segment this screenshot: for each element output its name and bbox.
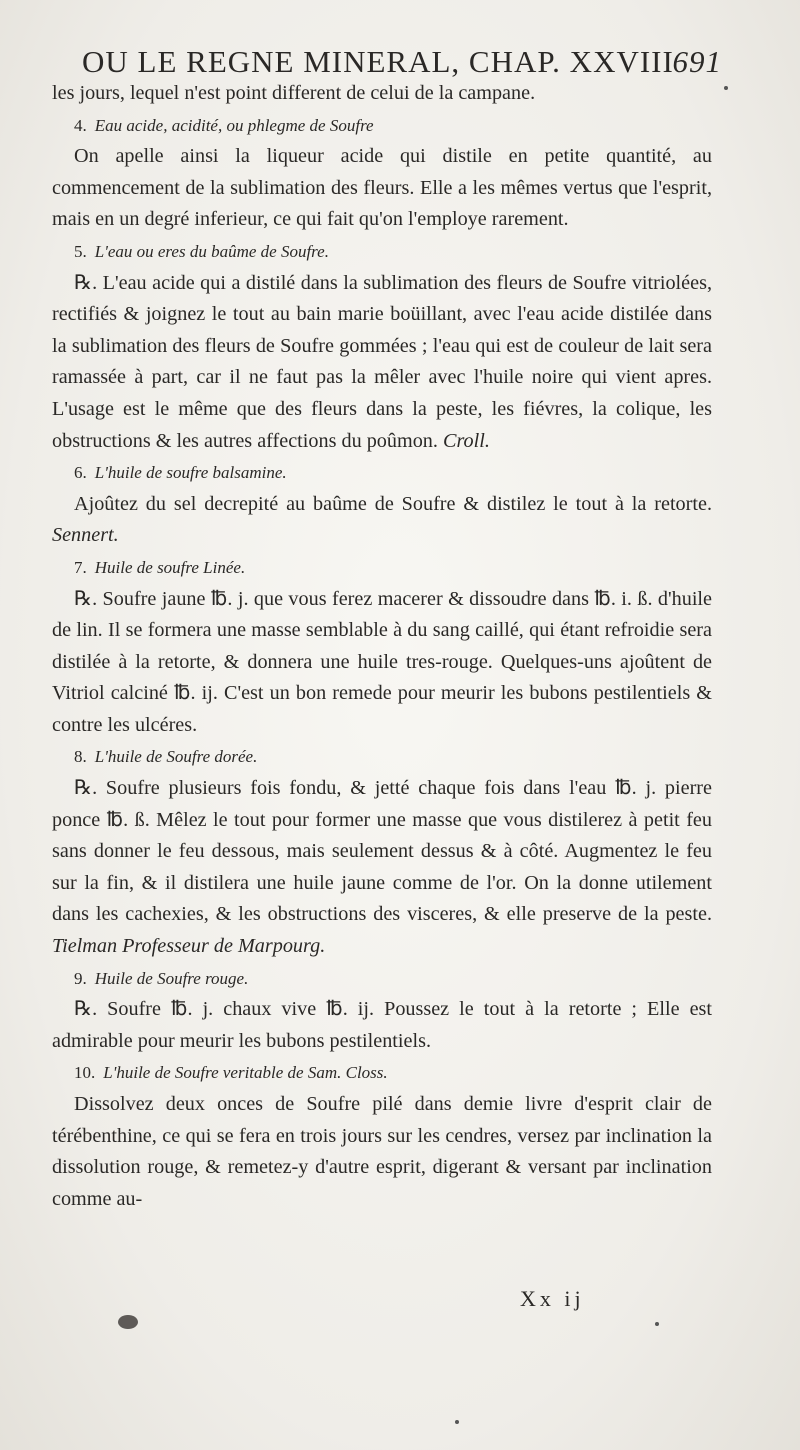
recipe-number: 4. [74, 115, 87, 135]
body-paragraph [52, 489, 712, 552]
paragraph-text: les jours, lequel n'est point different de celui de la campane. [52, 82, 536, 104]
body-text [52, 78, 712, 1215]
paragraph-text: Dissolvez deux onces de Soufre pilé dans demie livre d'esprit clair de térébenthine, ce qui se fera en trois jours sur les cendres, versez par inclination la dissolution rouge, & remetez-y d'autre esprit, digerant & versant par inclination comme au- [52, 1093, 712, 1210]
recipe-heading [52, 110, 712, 142]
running-header [82, 44, 722, 80]
ink-smudge [118, 1315, 138, 1329]
recipe-heading [52, 963, 712, 995]
speck [655, 1322, 659, 1326]
recipe-heading [52, 236, 712, 268]
paragraph-text: ℞. L'eau acide qui a distilé dans la sublimation des fleurs de Soufre vitriolées, rectifiés & joignez le tout au bain marie boüillant, avec l'eau acide distilée dans la sublimation des fleurs de Soufre gommées ; l'eau qui est de couleur de lait sera ramassée à part, car il ne faut pas la mêler avec l'huile noire qui vient apres. L'usage est le même que des fleurs dans la peste, les fiévres, la colique, les obstructions & les autres affections du poûmon. [52, 271, 712, 452]
body-paragraph [52, 994, 712, 1057]
paragraph-text: ℞. Soufre plusieurs fois fondu, & jetté chaque fois dans l'eau ℔. j. pierre ponce ℔. ß. Mêlez le tout pour former une masse que vous distilerez à petit feu sans donner le feu dessous, mais seulement dessus & à côté. Augmentez le feu sur la fin, & il distilera une huile jaune comme de l'or. On la donne utilement dans les cachexies, & les obstructions des visceres, & elle preserve de la peste. [52, 777, 712, 926]
body-paragraph [52, 141, 712, 236]
recipe-title: Eau acide, acidité, ou phlegme de Soufre [94, 115, 374, 135]
body-paragraph [52, 78, 712, 110]
recipe-title: L'huile de Soufre veritable de Sam. Closs. [103, 1063, 388, 1083]
author-citation: Sennert. [52, 524, 119, 547]
author-citation: Croll. [442, 429, 490, 452]
body-paragraph [52, 1089, 712, 1215]
speck [724, 86, 728, 90]
paragraph-text: On apelle ainsi la liqueur acide qui distile en petite quantité, au commencement de la sublimation des fleurs. Elle a les mêmes vertus que l'esprit, mais en un degré inferieur, ce qui fait qu'on l'employe rarement. [52, 145, 712, 231]
recipe-heading [52, 741, 712, 773]
body-paragraph [52, 584, 712, 742]
recipe-heading [52, 1057, 712, 1089]
running-title: OU LE REGNE MINERAL, CHAP. XXVIII [82, 44, 674, 79]
recipe-title: L'huile de Soufre dorée. [94, 747, 258, 767]
body-paragraph [52, 268, 712, 458]
body-paragraph [52, 773, 712, 963]
recipe-number: 6. [74, 463, 87, 483]
recipe-title: Huile de Soufre rouge. [94, 968, 249, 988]
paragraph-text: Ajoûtez du sel decrepité au baûme de Soufre & distilez le tout à la retorte. [74, 492, 712, 515]
signature-mark: Xx ij [520, 1286, 585, 1311]
recipe-title: L'eau ou eres du baûme de Soufre. [94, 241, 329, 261]
recipe-title: L'huile de soufre balsamine. [94, 463, 287, 483]
paragraph-text: ℞. Soufre ℔. j. chaux vive ℔. ij. Poussez le tout à la retorte ; Elle est admirable pour meurir les bubons pestilentiels. [52, 998, 712, 1052]
recipe-number: 10. [74, 1063, 96, 1083]
paragraph-text: ℞. Soufre jaune ℔. j. que vous ferez macerer & dissoudre dans ℔. i. ß. d'huile de lin. Il se formera une masse semblable à du sang caillé, qui étant refroidie sera distilée à la retorte, & donnera une huile tres-rouge. Quelques-uns ajoûtent de Vitriol calciné ℔. ij. C'est un bon remede pour meurir les bubons pestilentiels & contre les ulcéres. [52, 587, 712, 736]
speck [455, 1420, 459, 1424]
recipe-number: 7. [74, 557, 87, 577]
recipe-heading [52, 552, 712, 584]
page-number: 691 [672, 44, 722, 79]
recipe-number: 9. [74, 968, 87, 988]
recipe-number: 8. [74, 747, 87, 767]
recipe-title: Huile de soufre Linée. [94, 557, 246, 577]
recipe-heading [52, 457, 712, 489]
author-citation: Tielman Professeur de Marpourg. [52, 935, 326, 958]
recipe-number: 5. [74, 241, 87, 261]
